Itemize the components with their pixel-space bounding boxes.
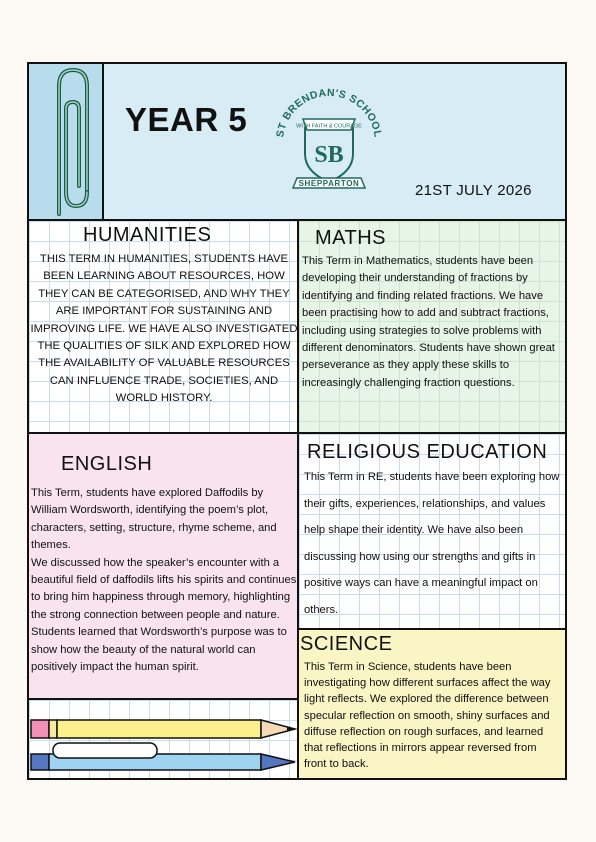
english-paragraph-1: This Term, students have explored Daffodils by William Wordsworth, identifying the poem’s plot, characters, setting, structure, rhyme scheme, and themes. [31, 487, 277, 552]
newsletter-date: 21ST JULY 2026 [415, 182, 532, 199]
crest-arc-text: ST BRENDAN'S SCHOOL [274, 86, 384, 139]
paperclip-icon [29, 64, 102, 219]
religious-education-body: This Term in RE, students have been exploring how their gifts, experiences, relationships, and values help shape their identity. We have also been discussing how using our strengths and gifts in positive ways can have a meaningful impact on others. [304, 471, 560, 616]
year-title: YEAR 5 [125, 101, 248, 138]
science-body: This Term in Science, students have been investigating how different surfaces affect the way light reflects. We explored the difference between specular reflection on smooth, shiny surfaces and diffuse reflection on rough surfaces, and learned that reflections in mirrors appear reversed from front to back. [304, 661, 551, 771]
pencil-decoration [29, 700, 299, 778]
humanities-title: HUMANITIES [83, 224, 212, 246]
crest-monogram: SB [314, 142, 344, 168]
english-paragraph-2: We discussed how the speaker’s encounter with a beautiful field of daffodils lifts his spirits and continues to bring him happiness through memory, highlighting the strong connection between people and nature. [31, 556, 297, 621]
science-title: SCIENCE [300, 633, 393, 655]
crest-ribbon-text: WITH FAITH & COURAGE [296, 123, 362, 130]
school-crest-icon [269, 86, 389, 198]
science-section [299, 630, 565, 778]
maths-section [299, 221, 565, 434]
english-title: ENGLISH [61, 453, 153, 475]
maths-title: MATHS [315, 227, 387, 249]
blue-pencil-icon [31, 743, 295, 770]
religious-education-section [299, 434, 565, 630]
english-paragraph-3: Students learned that Wordsworth’s purpose was to show how the beauty of the natural world can positively impact the human spirit. [31, 626, 287, 674]
newsletter-frame [27, 62, 567, 780]
paperclip-strip [29, 64, 104, 219]
english-body [31, 485, 299, 676]
humanities-section [29, 221, 299, 434]
maths-body: This Term in Mathematics, students have been developing their understanding of fractions by identifying and finding related fractions. We have been practising how to add and subtract fractions, including using strategies to solve problems with different denominators. Students have shown great perseverance as they apply these skills to increasingly challenging fraction questions. [302, 255, 555, 389]
header [29, 64, 565, 221]
yellow-pencil-icon [31, 720, 295, 738]
religious-education-title: RELIGIOUS EDUCATION [307, 441, 548, 463]
english-section [29, 434, 299, 700]
crest-banner-text: SHEPPARTON [298, 179, 360, 188]
humanities-body: THIS TERM IN HUMANITIES, STUDENTS HAVE BEEN LEARNING ABOUT RESOURCES, HOW THEY CAN BE CATEGORISED, AND WHY THEY ARE IMPORTANT FOR SUSTAINING AND IMPROVING LIFE. WE HAVE ALSO INVESTIGATED THE QUALITIES OF SILK AND EXPLORED HOW THE AVAILABILITY OF VALUABLE RESOURCES CAN INFLUENCE TRADE, SOCIETIES, AND WORLD HISTORY. [30, 253, 298, 405]
